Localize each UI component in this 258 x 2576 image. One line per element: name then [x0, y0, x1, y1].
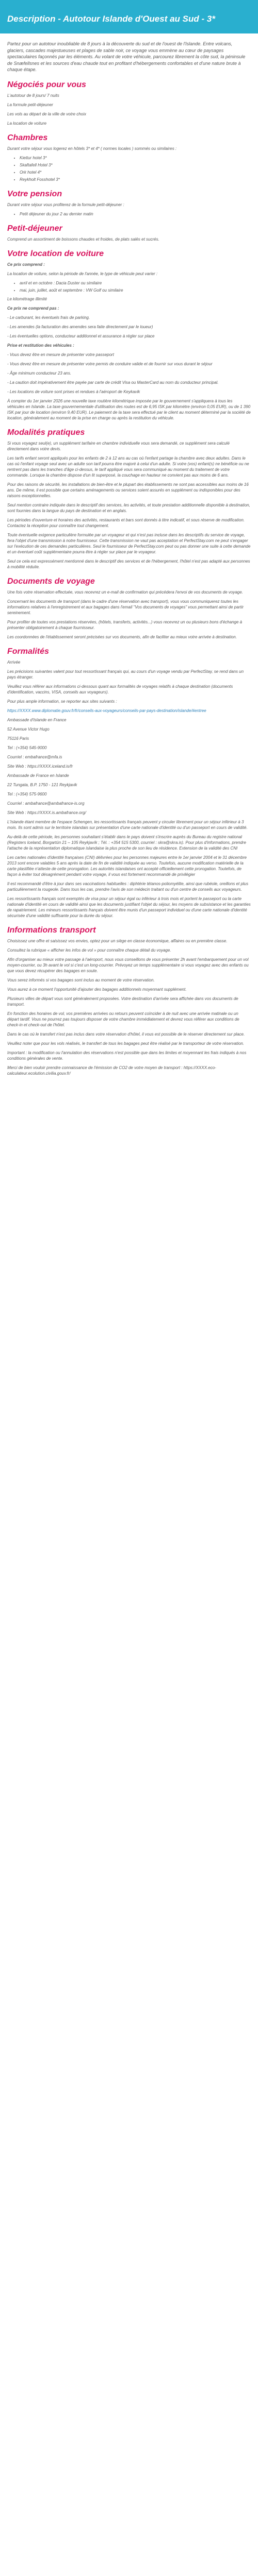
embassy-line: 75116 Paris — [7, 736, 29, 741]
hotel-item: • Skaftafell Hotel 3* — [20, 162, 251, 168]
embassy2-line: Ambassade de France en Islande — [7, 773, 69, 778]
embassy2-line: Courriel : ambafrance@ambafrance-is.org — [7, 801, 85, 806]
transport-paragraph: Choisissez une offre et saisissez vos envies, optez pour un siège en classe économique, affaires ou en première classe. — [7, 938, 228, 943]
hotel-list — [7, 155, 251, 182]
page-title: Description - Autotour Islande d'Ouest au Sud - 3* — [7, 14, 215, 24]
included-item: La formule petit-déjeuner — [7, 102, 53, 107]
transport-paragraph: Merci de bien vouloir prendre connaissance de l'émission de CO2 de votre moyen de transport : https://XXXX.eco-calculateur.ecolution.civilia.gouv.fr/ — [7, 1065, 216, 1076]
transport-paragraph: Important : la modification ou l'annulation des réservations n'est possible que dans les limites et moyennant les frais indiqués à nos conditions générales de vente. — [7, 1050, 247, 1061]
formalities-paragraph: Veuillez vous référer aux informations ci-dessous quant aux formalités de voyages relatifs à chaque destination (documents d'identification, vaccins, VISA, conseils aux voyageurs). — [7, 684, 233, 694]
formalities-link[interactable]: https://XXXX.www.diplomatie.gouv.fr/fr/conseils-aux-voyageurs/conseils-par-pays-destination/islande/#entree — [7, 708, 206, 713]
embassy2-line: Site Web : https://XXXX.is.ambafrance.org/ — [7, 810, 86, 815]
documents-paragraph: Pour profiter de toutes vos prestations réservées, (hôtels, transferts, activités...) vous recevrez un ou plusieurs bons d'échange à présenter obligatoirement à chaque fournisseur. — [7, 619, 243, 630]
description-content — [0, 33, 258, 1076]
transport-paragraph: Dans le cas où le transfert n'est pas inclus dans votre réservation d'hôtel, il vous est possible de le réserver directement sur place. — [7, 1031, 245, 1037]
transport-paragraph: Plusieurs villes de départ vous sont généralement proposées. Votre destination d'arrivée sera affichée dans vos documents de transport. — [7, 996, 238, 1007]
practical-paragraph: Les périodes d'ouverture et horaires des activités, restaurants et bars sont donnés à titre indicatif, et sous réserve de modification. Contactez la réception pour connaître tout changement. — [7, 517, 245, 528]
embassy-line: Ambassade d'Islande en France — [7, 717, 67, 722]
formalities-more: Les cartes nationales d'identité françaises (CNI) délivrées pour les personnes majeures entre le 1er janvier 2004 et le 31 décembre 2013 sont encore valables 5 ans après la date de fin de validité indiquée au verso. Toutefois, aucune modification matérielle de la carte plastifiée n'atteste de cette prorogation. Les autorités islandaises ont accepté officiellement cette prorogation. Toutefois, de façon à éviter tout désagrément pendant votre voyage, il vous est fortement recommandé de privilégier — [7, 855, 247, 877]
car-title: Votre location de voiture — [7, 249, 104, 258]
car-included-label: Ce prix comprend : — [7, 262, 45, 267]
car-rule: - Les locations de voiture sont prises et rendues à l'aéroport de Keykavik — [7, 389, 140, 394]
pension-list — [7, 211, 251, 217]
pension-item: • Petit déjeuner du jour 2 au dernier matin — [20, 211, 251, 217]
rooms-intro: Durant votre séjour vous logerez en hôtels 3* et 4* ( normes locales ) sommés ou similaires : — [7, 146, 177, 151]
formalities-more: L'Islande étant membre de l'espace Schengen, les ressortissants français peuvent y circuler librement pour un séjour inférieur à 3 mois. Ils sont admis sur le territoire islandais sur présentation d'une carte nationale d'identité ou d'un passeport en cours de validité. — [7, 819, 248, 830]
formalities-paragraph: Les précisions suivantes valent pour tout ressortissant français qui, au cours d'un voyage vendu par PerfectStay, se rend dans un pays étranger. — [7, 669, 244, 680]
car-rule: - La caution doit impérativement être payée par carte de crédit Visa ou MasterCard au nom du conducteur principal. — [7, 380, 219, 385]
practical-title: Modalités pratiques — [7, 428, 85, 437]
practical-paragraph: Seul ce cela est expressément mentionné dans le descriptif des services et de l'hébergement, l'hôtel n'est pas adapté aux personnes à mobilité réduite. — [7, 558, 250, 569]
embassy-line: 52 Avenue Victor Hugo — [7, 726, 50, 732]
intro-text: Partez pour un autotour inoubliable de 8 jours à la découverte du sud et de l'ouest de l'Islande. Entre volcans, glaciers, cascades majestueuses et plages de sable noir, ce voyage vous emmène au cœur de paysages spectaculaires façonnés par les éléments. Au volant de votre véhicule, parcourez librement la côte sud, la péninsule de Snæfellsnes et les sources d'eau chaude tout en profitant d'hébergements confortables et d'une nature brute à chaque étape. — [7, 41, 246, 72]
car-rules-label: Prise et restitution des véhicules : — [7, 343, 74, 348]
embassy2-line: Tel : (+354) 575-9600 — [7, 791, 47, 796]
transport-paragraph: En fonction des horaires de vol, vos premières arrivées ou retours peuvent coïncider à de nuit avec une arrivée matinale ou un départ tardif. Vous ne pourrez pas toujours disposer de votre chambre immédiatement et devrez vous référer aux conditions de check-in et check-out de l'hôtel. — [7, 1011, 239, 1027]
breakfast-text: Comprend un assortiment de boissons chaudes et froides, de plats salés et sucrés. — [7, 236, 159, 242]
documents-paragraph: Une fois votre réservation effectuée, vous recevrez un e-mail de confirmation qui précédera l'envoi de vos documents de voyage. — [7, 589, 243, 595]
vehicle-item: • mai, juin, juillet, août et septembre : VW Golf ou similaire — [20, 287, 251, 293]
car-mileage: Le kilométrage illimité — [7, 296, 47, 301]
transport-paragraph: Vous serez informés si vos bagages sont inclus au moment de votre réservation. — [7, 977, 155, 982]
page-header — [0, 0, 258, 33]
formalities-title: Formalités — [7, 647, 49, 656]
car-rule: - Vous devez être en mesure de présenter votre permis de conduire valide et de fournir sur vous durant le séjour — [7, 361, 213, 366]
car-note: À compter du 1er janvier 2026 une nouvelle taxe routière kilométrique imposée par le gouvernement s'appliquera à tous les véhicules en Islande. La taxe gouvernementale d'utilisation des routes est de 6,95 ISK par kilomètre (environ 0,05 EUR), ou de 1 390 ISK par jour de location (environ 9,40 EUR). Le paiement de la taxe sera effectué par le client au moment déterminé par la société de location, généralement au moment de la prise en charge ou après la restitution du véhicule. — [7, 398, 251, 420]
pension-title: Votre pension — [7, 189, 62, 198]
practical-paragraph: Les tarifs enfant seront appliqués pour les enfants de 2 à 12 ans au cas où l'enfant partage la chambre avec deux adultes. Dans le cas où l'enfant voyage seul avec un adulte son tarif pourra être majoré à celui d'un adulte. Si votre (vos) enfant(s) ne bénéficie ou ne rentrent pas dans les tranches d'âge ci-dessus, le tarif appliqué vous sera communiqué au moment du traitement de votre commande. Lorsque la chambre dispose d'un lit superposé, la couchage en hauteur ne convient pas aux moins de 6 ans. — [7, 455, 249, 478]
practical-paragraph: Si vous voyagez seul(e), un supplément tarifaire en chambre individuelle vous sera demandé, ce supplément sera calculé directement dans votre devis. — [7, 440, 230, 451]
transport-title: Informations transport — [7, 925, 96, 935]
car-excluded-item: - Les éventuelles options, conducteur additionnel et assurance à régler sur place — [7, 333, 155, 338]
hotel-item: • Ork hotel 4* — [20, 170, 251, 175]
documents-title: Documents de voyage — [7, 577, 95, 586]
car-excluded-item: - Les amendes (la facturation des amendes sera faite directement par le loueur) — [7, 324, 153, 329]
embassy-line: Site Web : https://XXXX.iceland.is/fr — [7, 764, 73, 769]
documents-paragraph: Concernant les documents de transport (dans le cadre d'une réservation avec transport), vous vous communiquerez toutes les informations relatives à l'enregistrement et aux bagages dans l'email "Vos documents de voyages" vous permettant ainsi de partir sereinement. — [7, 599, 244, 615]
transport-paragraph: Afin d'organiser au mieux votre passage à l'aéroport, nous vous conseillons de vous présenter 2h avant l'embarquement pour un vol moyen-courrier, ou 3h avant le vol si c'est un long-courrier. Prévoyez un temps supplémentaire si vous voyagez avec des enfants ou que vous devez récupérer des bagages en soute. — [7, 957, 249, 973]
embassy2-line: 22 Tungata, B.P. 1750 - 121 Reykjavik — [7, 782, 77, 787]
transport-paragraph: Consultez la rubrique « afficher les infos de vol » pour connaître chaque détail du voyage. — [7, 947, 171, 953]
embassy-line: Courriel : embafrance@mfa.is — [7, 754, 62, 759]
rooms-title: Chambres — [7, 133, 48, 142]
included-title: Négociés pour vous — [7, 80, 86, 89]
formalities-subtitle: Arrivée — [7, 659, 21, 665]
practical-paragraph: Pour des raisons de sécurité, les installations de bien-être et le plupart des établissements ne sont pas accessibles aux moins de 16 ans. De même, il est possible que certains aménagements ou services soient assurés en supplément ou indisponibles pour des raisons exceptionnelles. — [7, 482, 249, 498]
transport-paragraph: Veuillez noter que pour les vols réalisés, le transfert de tous les bagages peut être réalisé par le transporteur de votre réservation. — [7, 1041, 245, 1046]
included-item: La location de voiture — [7, 121, 47, 126]
breakfast-title: Petit-déjeuner — [7, 224, 62, 233]
pension-intro: Durant votre séjour vous profiterez de la formule petit-déjeuner : — [7, 202, 124, 207]
car-rule: - Âge minimum conducteur 23 ans. — [7, 370, 72, 376]
car-rule: - Vous devez être en mesure de présenter votre passeport — [7, 352, 114, 357]
car-included-intro: La location de voiture, selon la période de l'année, le type de véhicule peut varier : — [7, 271, 158, 276]
formalities-more: Les ressortissants français sont exemptés de visa pour un séjour égal ou inférieur à trois mois et portent le passeport ou la carte nationale d'identité en cours de validité ainsi que les documents justifiant l'objet du séjour, les moyens de subsistance et les garanties de rapatriement. Les mineurs ressortissants français doivent être munis d'un passeport individuel ou d'une carte nationale d'identité sécurisée d'une validité suffisante pour la durée du séjour. — [7, 896, 251, 918]
practical-paragraph: Toute éventuelle exigence particulière formulée par un voyageur et qui n'est pas incluse dans les descriptifs du service de voyage, fera l'objet d'une transmission à notre fournisseur. Cette transmission ne vaut pas acceptation et PerfectStay.com ne peut s'engager sur l'exécution de ces demandes particulières. Seul le fournisseur de PerfectStay.com peut ou pas donner une suite à cette demande et un éventuel coût supplémentaire pourra être à régler sur place par le voyageur. — [7, 532, 251, 554]
embassy-line: Tel : (+354) 545-9000 — [7, 745, 47, 750]
car-excluded-item: - Le carburant, les éventuels frais de parking. — [7, 315, 90, 320]
practical-paragraph: Seul mention contraire indiquée dans le descriptif des services, les activités, et toute prestation additionnelle disponible à destination, sont fournies dans la langue du pays de destination et en anglais. — [7, 502, 250, 513]
included-item: L'autotour de 8 jours/ 7 nuits — [7, 93, 59, 98]
formalities-more: Il est recommandé d'être à jour dans ses vaccinations habituelles : diphtérie tétanos-poliomyélite, ainsi que rubéole, oreillons et plus particulièrement la rougeole. Dans tous les cas, prendre l'avis de son médecin traitant ou d'un centre de conseils aux voyageurs. — [7, 881, 249, 892]
formalities-paragraph: Pour plus ample information, se reporter aux sites suivants : — [7, 699, 117, 704]
documents-paragraph: Les coordonnées de l'établissement seront précisées sur vos documents, afin de faciliter au mieux votre arrivée à destination. — [7, 634, 237, 639]
vehicle-list — [7, 280, 251, 293]
formalities-more: Au-delà de cette période, les personnes souhaitant s'établir dans le pays doivent s'inscrire auprès du Bureau du registre national (Registers Iceland, Borgartún 21 – 105 Reykjavík ; Tél. : +354 515 5300, courriel : skra@skra.is). Pour plus d'informations, prendre l'attache de la représentation diplomatique islandaise la plus proche de son lieu de résidence. Extension de la validité des CNI — [7, 834, 246, 851]
included-item: Les vols au départ de la ville de votre choix — [7, 111, 86, 116]
hotel-item: • Reykholt Fosshotel 3* — [20, 177, 251, 182]
transport-paragraph: Vous aurez à ce moment l'opportunité d'ajouter des bagages additionnels moyennant supplément. — [7, 987, 187, 992]
hotel-item: • Kiettur hotel 3* — [20, 155, 251, 161]
vehicle-item: • avril et en octobre : Dacia Duster ou similaire — [20, 280, 251, 286]
car-excluded-label: Ce prix ne comprend pas : — [7, 306, 59, 311]
